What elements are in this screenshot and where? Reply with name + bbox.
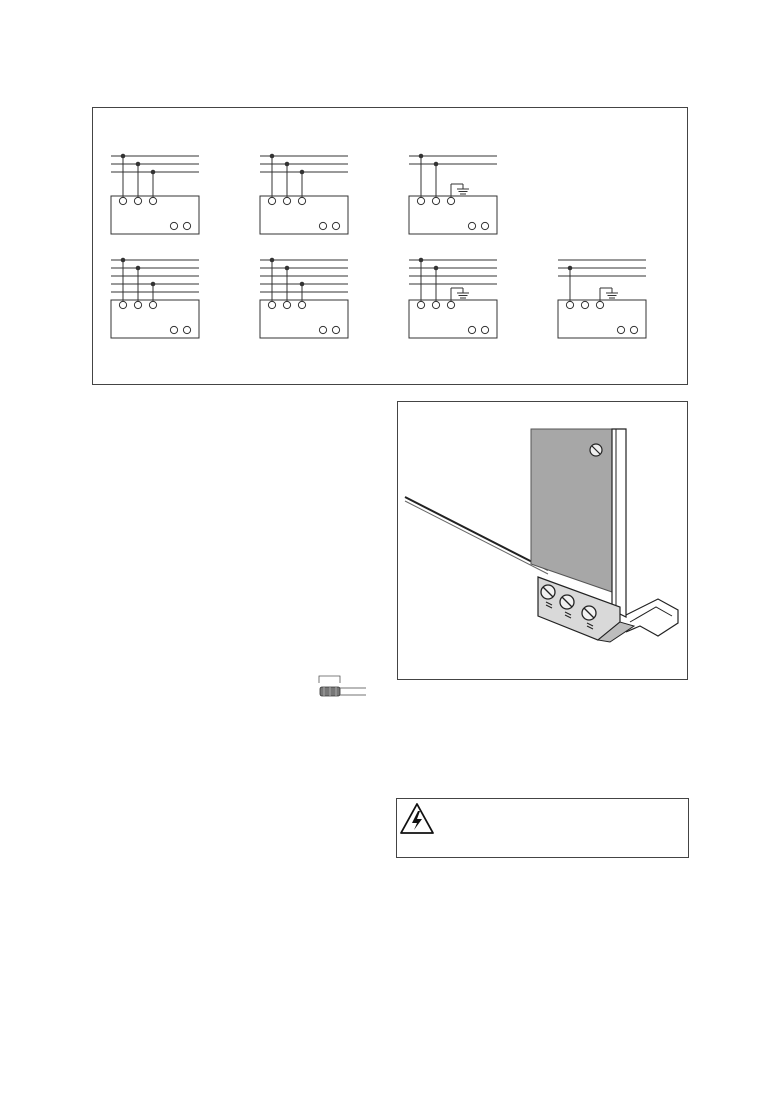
terminal-circle — [432, 197, 439, 204]
wiring-diagrams-figure — [92, 107, 688, 385]
control-terminal-circle — [481, 326, 488, 333]
wiring-diagram-top-2 — [260, 154, 348, 234]
terminal-circle — [417, 197, 424, 204]
junction-dot — [300, 282, 305, 287]
wiring-diagram-bottom-1 — [111, 258, 199, 338]
junction-dot — [270, 258, 275, 263]
cabinet-terminal-figure — [397, 401, 688, 680]
wiring-diagrams-drawing — [93, 108, 687, 384]
control-terminal-circle — [332, 326, 339, 333]
junction-dot — [121, 154, 126, 159]
terminal-circle — [581, 301, 588, 308]
junction-dot — [568, 266, 573, 271]
control-terminal-circle — [468, 222, 475, 229]
floor-edge-shadow — [405, 501, 548, 574]
floor-edge-line — [405, 497, 548, 570]
wiring-diagram-bottom-2 — [260, 258, 348, 338]
panel-screw-icon — [590, 444, 602, 456]
stripped-wire-icon — [316, 672, 368, 700]
control-terminal-circle — [332, 222, 339, 229]
junction-dot — [121, 258, 126, 263]
cabinet-terminal-drawing — [398, 402, 687, 679]
junction-dot — [136, 266, 141, 271]
control-terminal-circle — [630, 326, 637, 333]
junction-dot — [151, 170, 156, 175]
junction-dot — [300, 170, 305, 175]
junction-dot — [419, 258, 424, 263]
control-terminal-circle — [481, 222, 488, 229]
control-terminal-circle — [617, 326, 624, 333]
cabinet-front-edge — [612, 429, 626, 617]
control-terminal-circle — [170, 222, 177, 229]
junction-dot — [285, 162, 290, 167]
junction-dot — [151, 282, 156, 287]
junction-dot — [434, 162, 439, 167]
wiring-diagram-bottom-4 — [558, 260, 646, 338]
terminal-circle — [298, 301, 305, 308]
terminal-circle — [447, 301, 454, 308]
wiring-diagram-bottom-3 — [409, 258, 497, 338]
terminal-circle — [119, 197, 126, 204]
junction-dot — [434, 266, 439, 271]
wiring-diagram-top-3 — [409, 154, 497, 234]
terminal-circle — [298, 197, 305, 204]
high-voltage-icon — [399, 802, 435, 836]
junction-dot — [270, 154, 275, 159]
terminal-circle — [283, 197, 290, 204]
terminal-circle — [447, 197, 454, 204]
control-terminal-circle — [319, 222, 326, 229]
control-terminal-circle — [170, 326, 177, 333]
terminal-circle — [134, 301, 141, 308]
terminal-circle — [596, 301, 603, 308]
terminal-circle — [134, 197, 141, 204]
control-terminal-circle — [319, 326, 326, 333]
junction-dot — [136, 162, 141, 167]
control-terminal-circle — [183, 222, 190, 229]
terminal-circle — [566, 301, 573, 308]
terminal-circle — [283, 301, 290, 308]
terminal-circle — [417, 301, 424, 308]
terminal-circle — [268, 197, 275, 204]
junction-dot — [419, 154, 424, 159]
terminal-circle — [268, 301, 275, 308]
terminal-circle — [149, 301, 156, 308]
terminal-circle — [119, 301, 126, 308]
control-terminal-circle — [183, 326, 190, 333]
junction-dot — [285, 266, 290, 271]
terminal-circle — [432, 301, 439, 308]
warning-box — [396, 798, 689, 858]
mounting-bracket — [626, 599, 678, 636]
control-terminal-circle — [468, 326, 475, 333]
wiring-diagram-top-1 — [111, 154, 199, 234]
terminal-circle — [149, 197, 156, 204]
